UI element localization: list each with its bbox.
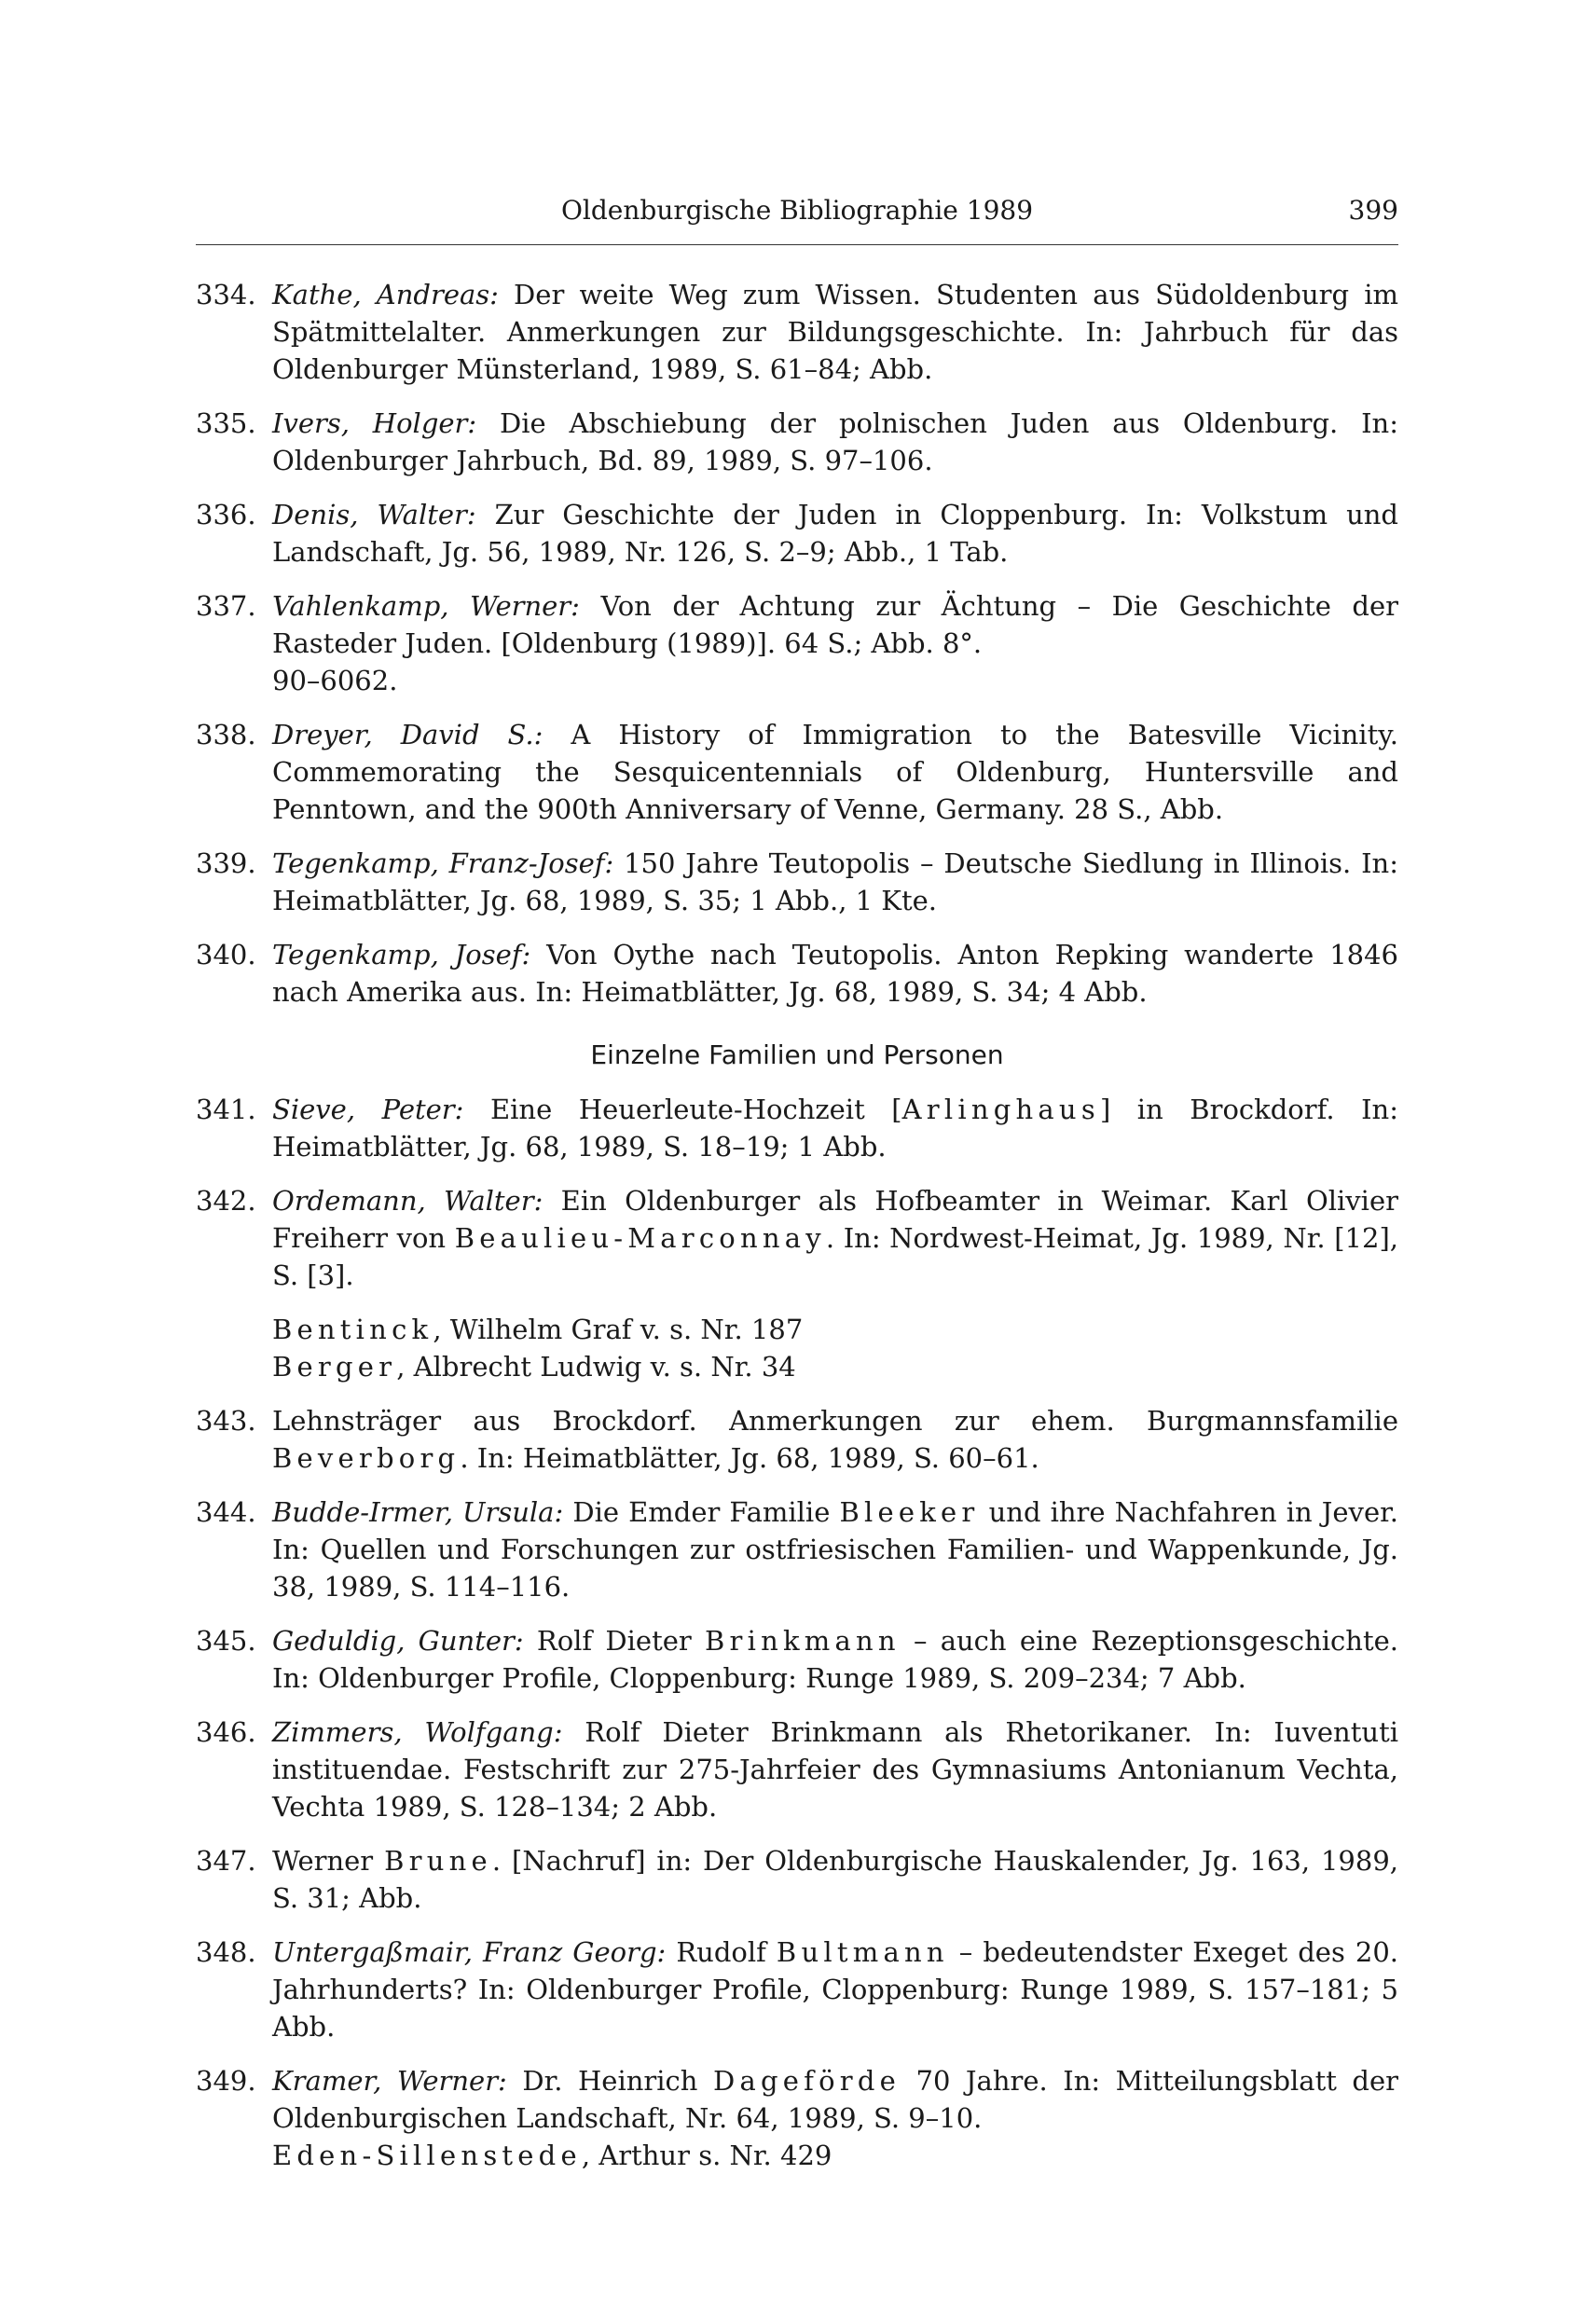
entry-body: Lehnsträger aus Brockdorf. Anmerkungen zur ehem. Burgmannsfamilie: [272, 1405, 1398, 1437]
entry-author: Ivers, Holger:: [272, 407, 477, 439]
bibliography-entry: [196, 587, 1398, 699]
entry-author: Dreyer, David S.:: [272, 719, 543, 750]
entry-body: und ihre Nachfahren in Jever. In: Quellen und Forschungen zur ostfriesischen Familien- und Wappenkunde, Jg. 38, 1989, S. 114–116.: [272, 1496, 1398, 1603]
spaced-name: Eden-Sillenstede: [272, 2140, 582, 2171]
entry-body: Rolf Dieter: [523, 1625, 705, 1657]
entry-text: [272, 1402, 1398, 1477]
bibliography-entry: [196, 1842, 1398, 1917]
bibliography-entry: [196, 1182, 1398, 1294]
entry-number: 345.: [196, 1625, 256, 1657]
entry-author: Tegenkamp, Franz-Josef:: [272, 847, 614, 879]
spaced-name: Beverborg: [272, 1442, 461, 1474]
cross-reference: [196, 1348, 1398, 1385]
cross-reference-group: [196, 1311, 1398, 1385]
entry-body: Dr. Heinrich: [506, 2065, 713, 2097]
entry-text: [272, 1934, 1398, 2045]
entry-author: Kathe, Andreas:: [272, 279, 499, 310]
spaced-name: Arlinghaus: [901, 1094, 1100, 1125]
entry-text: [272, 276, 1398, 388]
entry-number: 344.: [196, 1496, 256, 1528]
entry-body: Ein Oldenburger als Hofbeamter in Weimar. Karl Olivier Freiherr von: [272, 1185, 1398, 1254]
entry-author: Vahlenkamp, Werner:: [272, 590, 580, 622]
entry-call-number: 90–6062.: [272, 665, 398, 696]
entry-number: 340.: [196, 939, 256, 970]
entry-text: [272, 405, 1398, 479]
cross-reference: [196, 1311, 1398, 1348]
bibliography-entry: [196, 1713, 1398, 1825]
spaced-name: Dageförde: [712, 2065, 901, 2097]
bibliography-entry: [196, 405, 1398, 479]
entry-text: [272, 1842, 1398, 1917]
entry-body: . In: Nordwest-Heimat, Jg. 1989, Nr. [12], S. [3].: [272, 1222, 1398, 1291]
entry-number: 336.: [196, 499, 256, 530]
entry-text: [272, 845, 1398, 919]
bibliography-entry: [196, 1934, 1398, 2045]
entry-author: Untergaßmair, Franz Georg:: [272, 1936, 667, 1968]
header-rule: [196, 244, 1398, 245]
entry-author: Budde-Irmer, Ursula:: [272, 1496, 564, 1528]
entry-author: Denis, Walter:: [272, 499, 476, 530]
entry-body: Der weite Weg zum Wissen. Studenten aus Südoldenburg im Spätmittelalter. Anmerkungen zur Bildungsgeschichte. In: Jahrbuch für das Oldenburger Münsterland, 1989, S. 61–84; Abb.: [272, 279, 1398, 385]
entry-body: Rudolf: [666, 1936, 777, 1968]
entry-body: Zur Geschichte der Juden in Cloppenburg. In: Volkstum und Landschaft, Jg. 56, 1989, Nr. 126, S. 2–9; Abb., 1 Tab.: [272, 499, 1398, 568]
entry-text: [272, 1713, 1398, 1825]
bibliography-entry: [196, 845, 1398, 919]
bibliography-entry: [196, 1402, 1398, 1477]
entry-body: 150 Jahre Teutopolis – Deutsche Siedlung in Illinois. In: Heimatblätter, Jg. 68, 1989, S. 35; 1 Abb., 1 Kte.: [272, 847, 1398, 916]
entry-author: Sieve, Peter:: [272, 1094, 464, 1125]
cross-reference-text: , Wilhelm Graf v. s. Nr. 187: [433, 1314, 804, 1345]
entry-number: 339.: [196, 847, 256, 879]
bibliography-entry: [196, 936, 1398, 1011]
entry-body: . In: Heimatblätter, Jg. 68, 1989, S. 60–61.: [460, 1442, 1039, 1474]
spaced-name: Bultmann: [776, 1936, 949, 1968]
cross-reference: [196, 2137, 1398, 2174]
entry-number: 348.: [196, 1936, 256, 1968]
spaced-name: Bleeker: [839, 1496, 980, 1528]
entry-body: ] in Brockdorf. In: Heimatblätter, Jg. 68, 1989, S. 18–19; 1 Abb.: [272, 1094, 1398, 1163]
entry-body: Werner: [272, 1845, 385, 1877]
entry-number: 335.: [196, 407, 256, 439]
section-heading: Einzelne Familien und Personen: [590, 1039, 1004, 1070]
entry-body: – bedeutendster Exeget des 20. Jahrhunderts? In: Oldenburger Profile, Cloppenburg: Runge 1989, S. 157–181; 5 Abb.: [272, 1936, 1398, 2043]
entry-text: [272, 1182, 1398, 1294]
entry-body: Von der Achtung zur Ächtung – Die Geschichte der Rasteder Juden. [Oldenburg (1989)]. 64 S.; Abb. 8°.: [272, 590, 1399, 659]
bibliography-entry: [196, 2062, 1398, 2137]
entry-text: [272, 496, 1398, 571]
entry-body: A History of Immigration to the Batesville Vicinity. Commemorating the Sesquicentennials of Oldenburg, Huntersville and Penntown, and the 900th Anniversary of Venne, Germany. 28 S., Abb.: [272, 719, 1398, 825]
bibliography-content: [196, 276, 1398, 2191]
entry-text: [272, 716, 1398, 828]
spaced-name: Brinkmann: [704, 1625, 901, 1657]
cross-reference-text: , Arthur s. Nr. 429: [581, 2140, 832, 2171]
entry-body: – auch eine Rezeptionsgeschichte. In: Oldenburger Profile, Cloppenburg: Runge 1989, S. 209–234; 7 Abb.: [272, 1625, 1399, 1694]
entry-number: 334.: [196, 279, 256, 310]
running-head: [196, 192, 1398, 239]
page-number: 399: [1348, 195, 1398, 226]
cross-reference-group: [196, 2137, 1398, 2174]
entry-text: [272, 936, 1398, 1011]
entry-text: [272, 1622, 1398, 1697]
entry-body: . [Nachruf] in: Der Oldenburgische Hauskalender, Jg. 163, 1989, S. 31; Abb.: [272, 1845, 1399, 1914]
bibliography-entry: [196, 1622, 1398, 1697]
bibliography-entry: [196, 1493, 1398, 1605]
entry-body: Eine Heuerleute-Hochzeit [: [463, 1094, 902, 1125]
bibliography-entry: [196, 1091, 1398, 1165]
cross-reference-text: , Albrecht Ludwig v. s. Nr. 34: [396, 1351, 796, 1383]
entry-text: [272, 1091, 1398, 1165]
spaced-name: Beaulieu-Marconnay: [454, 1222, 826, 1254]
entry-number: 343.: [196, 1405, 256, 1437]
spaced-name: Berger: [272, 1351, 397, 1383]
entry-text: [272, 1493, 1398, 1605]
entry-author: Zimmers, Wolfgang:: [272, 1716, 563, 1748]
entry-body: Die Abschiebung der polnischen Juden aus Oldenburg. In: Oldenburger Jahrbuch, Bd. 89, 1989, S. 97–106.: [272, 407, 1398, 476]
entry-author: Tegenkamp, Josef:: [272, 939, 531, 970]
entry-number: 338.: [196, 719, 256, 750]
entry-author: Ordemann, Walter:: [272, 1185, 543, 1217]
entry-author: Geduldig, Gunter:: [272, 1625, 524, 1657]
entry-body: Die Emder Familie: [563, 1496, 840, 1528]
spaced-name: Bentinck: [272, 1314, 433, 1345]
spaced-name: Brune: [384, 1845, 492, 1877]
bibliography-entry: [196, 276, 1398, 388]
bibliography-entry: [196, 496, 1398, 571]
entry-author: Kramer, Werner:: [272, 2065, 507, 2097]
entry-body: 70 Jahre. In: Mitteilungsblatt der Oldenburgischen Landschaft, Nr. 64, 1989, S. 9–10.: [272, 2065, 1398, 2134]
entry-number: 342.: [196, 1185, 256, 1217]
entry-number: 341.: [196, 1094, 256, 1125]
entry-text: [272, 2062, 1398, 2137]
bibliography-entry: [196, 716, 1398, 828]
entry-body: Rolf Dieter Brinkmann als Rhetorikaner. In: Iuventuti instituendae. Festschrift zur 275-Jahrfeier des Gymnasiums Antonianum Vechta, Vechta 1989, S. 128–134; 2 Abb.: [272, 1716, 1398, 1823]
entry-text: [272, 587, 1398, 662]
entry-body: Von Oythe nach Teutopolis. Anton Repking wanderte 1846 nach Amerika aus. In: Heimatblätter, Jg. 68, 1989, S. 34; 4 Abb.: [272, 939, 1398, 1008]
entry-number: 346.: [196, 1716, 256, 1748]
entry-number: 337.: [196, 590, 256, 622]
entry-number: 347.: [196, 1845, 256, 1877]
entry-number: 349.: [196, 2065, 256, 2097]
running-head-title: Oldenburgische Bibliographie 1989: [560, 195, 1034, 226]
